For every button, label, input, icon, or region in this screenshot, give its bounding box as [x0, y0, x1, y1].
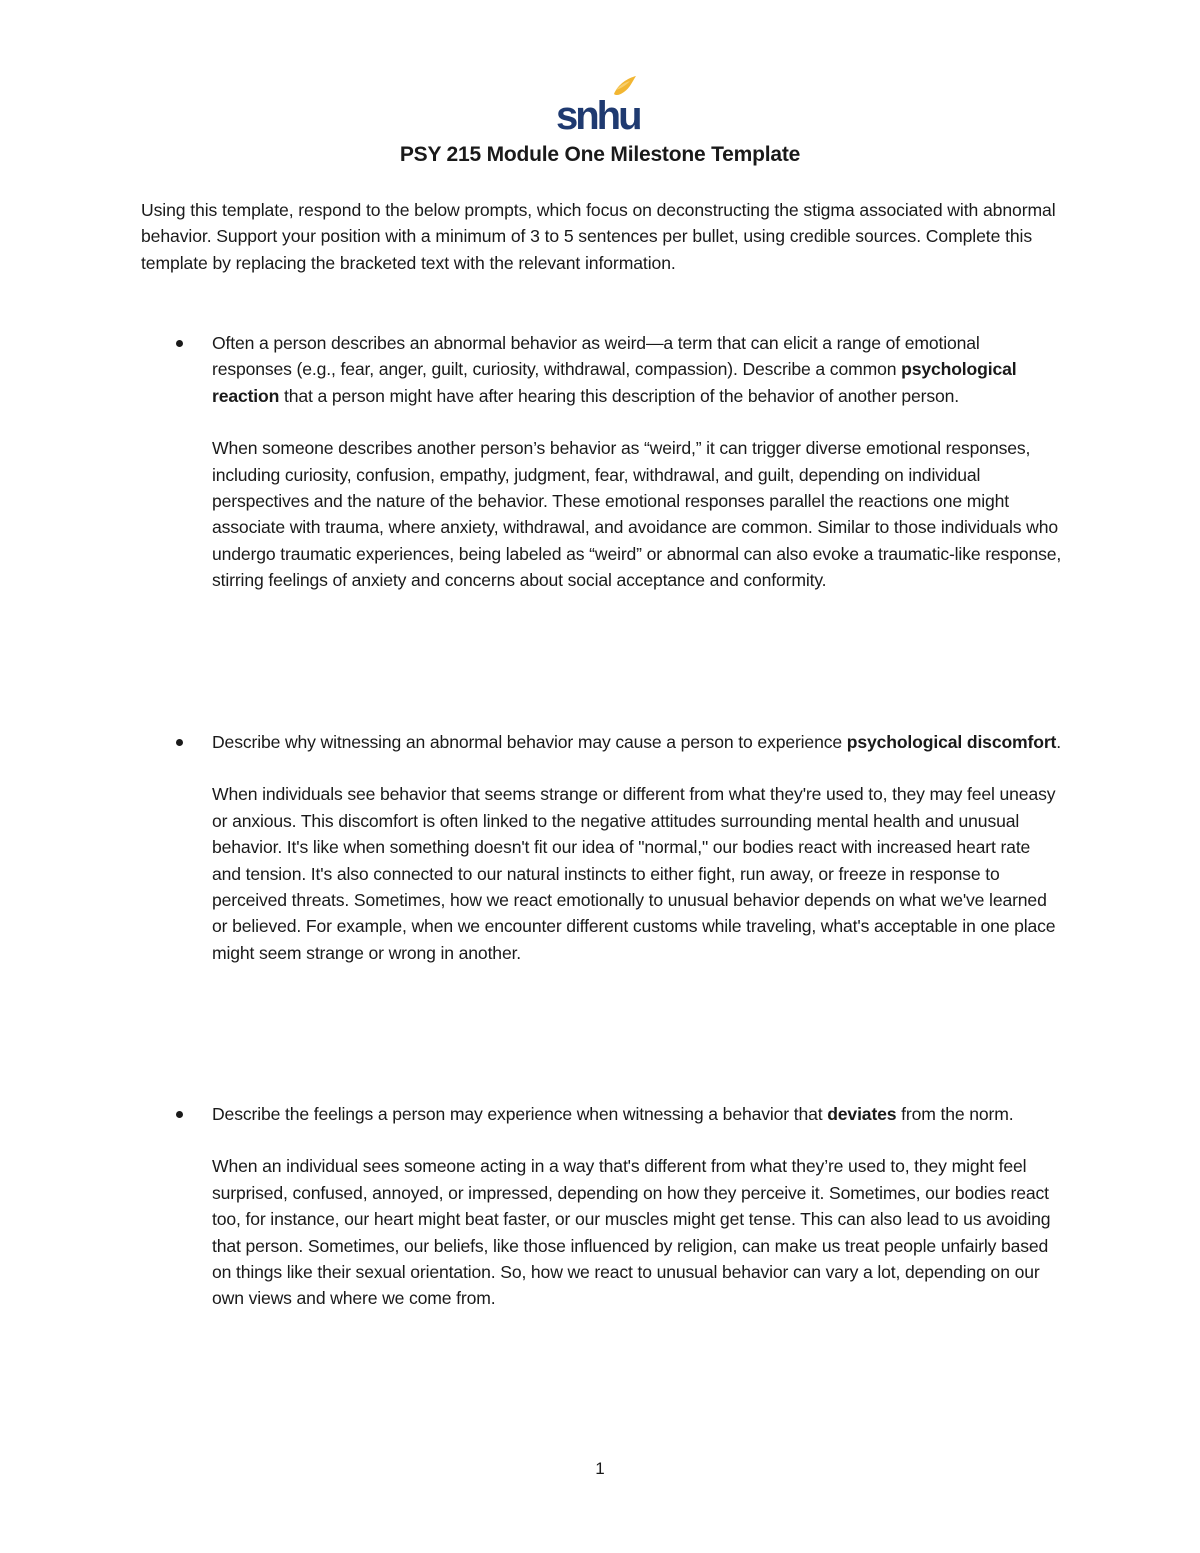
bullet-dot-icon: [176, 739, 183, 746]
bullet-item-1: [141, 330, 1061, 594]
bullet-prompt-2: Describe why witnessing an abnormal behavior may cause a person to experience psychological discomfort.: [212, 732, 1062, 752]
intro-paragraph: Using this template, respond to the below prompts, which focus on deconstructing the stigma associated with abnormal behavior. Support your position with a minimum of 3 to 5 sentences per bullet, using credible sources. Complete this template by replacing the bracketed text with the relevant information.: [141, 200, 1056, 273]
bullet-item-2: [141, 729, 1061, 966]
bullet-answer-2: When individuals see behavior that seems strange or different from what they're used to, they may feel uneasy or anxious. This discomfort is often linked to the negative attitudes surrounding mental health and unusual behavior. It's like when something doesn't fit our idea of "normal," our bodies react with increased heart rate and tension. It's also connected to our natural instincts to either fight, run away, or freeze in response to perceived threats. Sometimes, how we react emotionally to unusual behavior depends on what we've learned or believed. For example, when we encounter different customs while traveling, what's acceptable in one place might seem strange or wrong in another.: [212, 784, 1056, 963]
bullet-item-3: [141, 1101, 1061, 1312]
snhu-logo: [556, 74, 640, 132]
bullet-dot-icon: [176, 1111, 183, 1118]
bullet-prompt-3: Describe the feelings a person may experience when witnessing a behavior that deviates from the norm.: [212, 1104, 1014, 1124]
page-number: 1: [595, 1459, 605, 1478]
bullet-dot-icon: [176, 340, 183, 347]
bullet-prompt-emphasis: deviates: [827, 1104, 897, 1124]
page-title: PSY 215 Module One Milestone Template: [399, 143, 801, 166]
bullet-prompt-emphasis: psychological reaction: [212, 359, 1017, 406]
bullet-answer-1: When someone describes another person’s behavior as “weird,” it can trigger diverse emotional responses, including curiosity, confusion, empathy, judgment, fear, withdrawal, and guilt, depending on individual perspectives and the nature of the behavior. These emotional responses parallel the reactions one might associate with trauma, where anxiety, withdrawal, and avoidance are common. Similar to those individuals who undergo traumatic experiences, being labeled as “weird” or abnormal can also evoke a traumatic-like response, stirring feelings of anxiety and concerns about social acceptance and conformity.: [212, 438, 1062, 591]
svg-text:snhu: snhu: [556, 94, 640, 132]
bullet-prompt-emphasis: psychological discomfort: [846, 732, 1057, 752]
bullet-prompt-1: Often a person describes an abnormal behavior as weird—a term that can elicit a range of emotional responses (e.g., fear, anger, guilt, curiosity, withdrawal, compassion). Describe a common psychological reaction that a person might have after hearing this description of the behavior of another person.: [212, 333, 1017, 406]
bullet-answer-3: When an individual sees someone acting in a way that's different from what they’re used to, they might feel surprised, confused, annoyed, or impressed, depending on how they perceive it. Sometimes, our bodies react too, for instance, our heart might beat faster, or our muscles might get tense. This can also lead to us avoiding that person. Sometimes, our beliefs, like those influenced by religion, can make us treat people unfairly based on things like their sexual orientation. So, how we react to unusual behavior can vary a lot, depending on our own views and where we come from.: [212, 1156, 1051, 1309]
